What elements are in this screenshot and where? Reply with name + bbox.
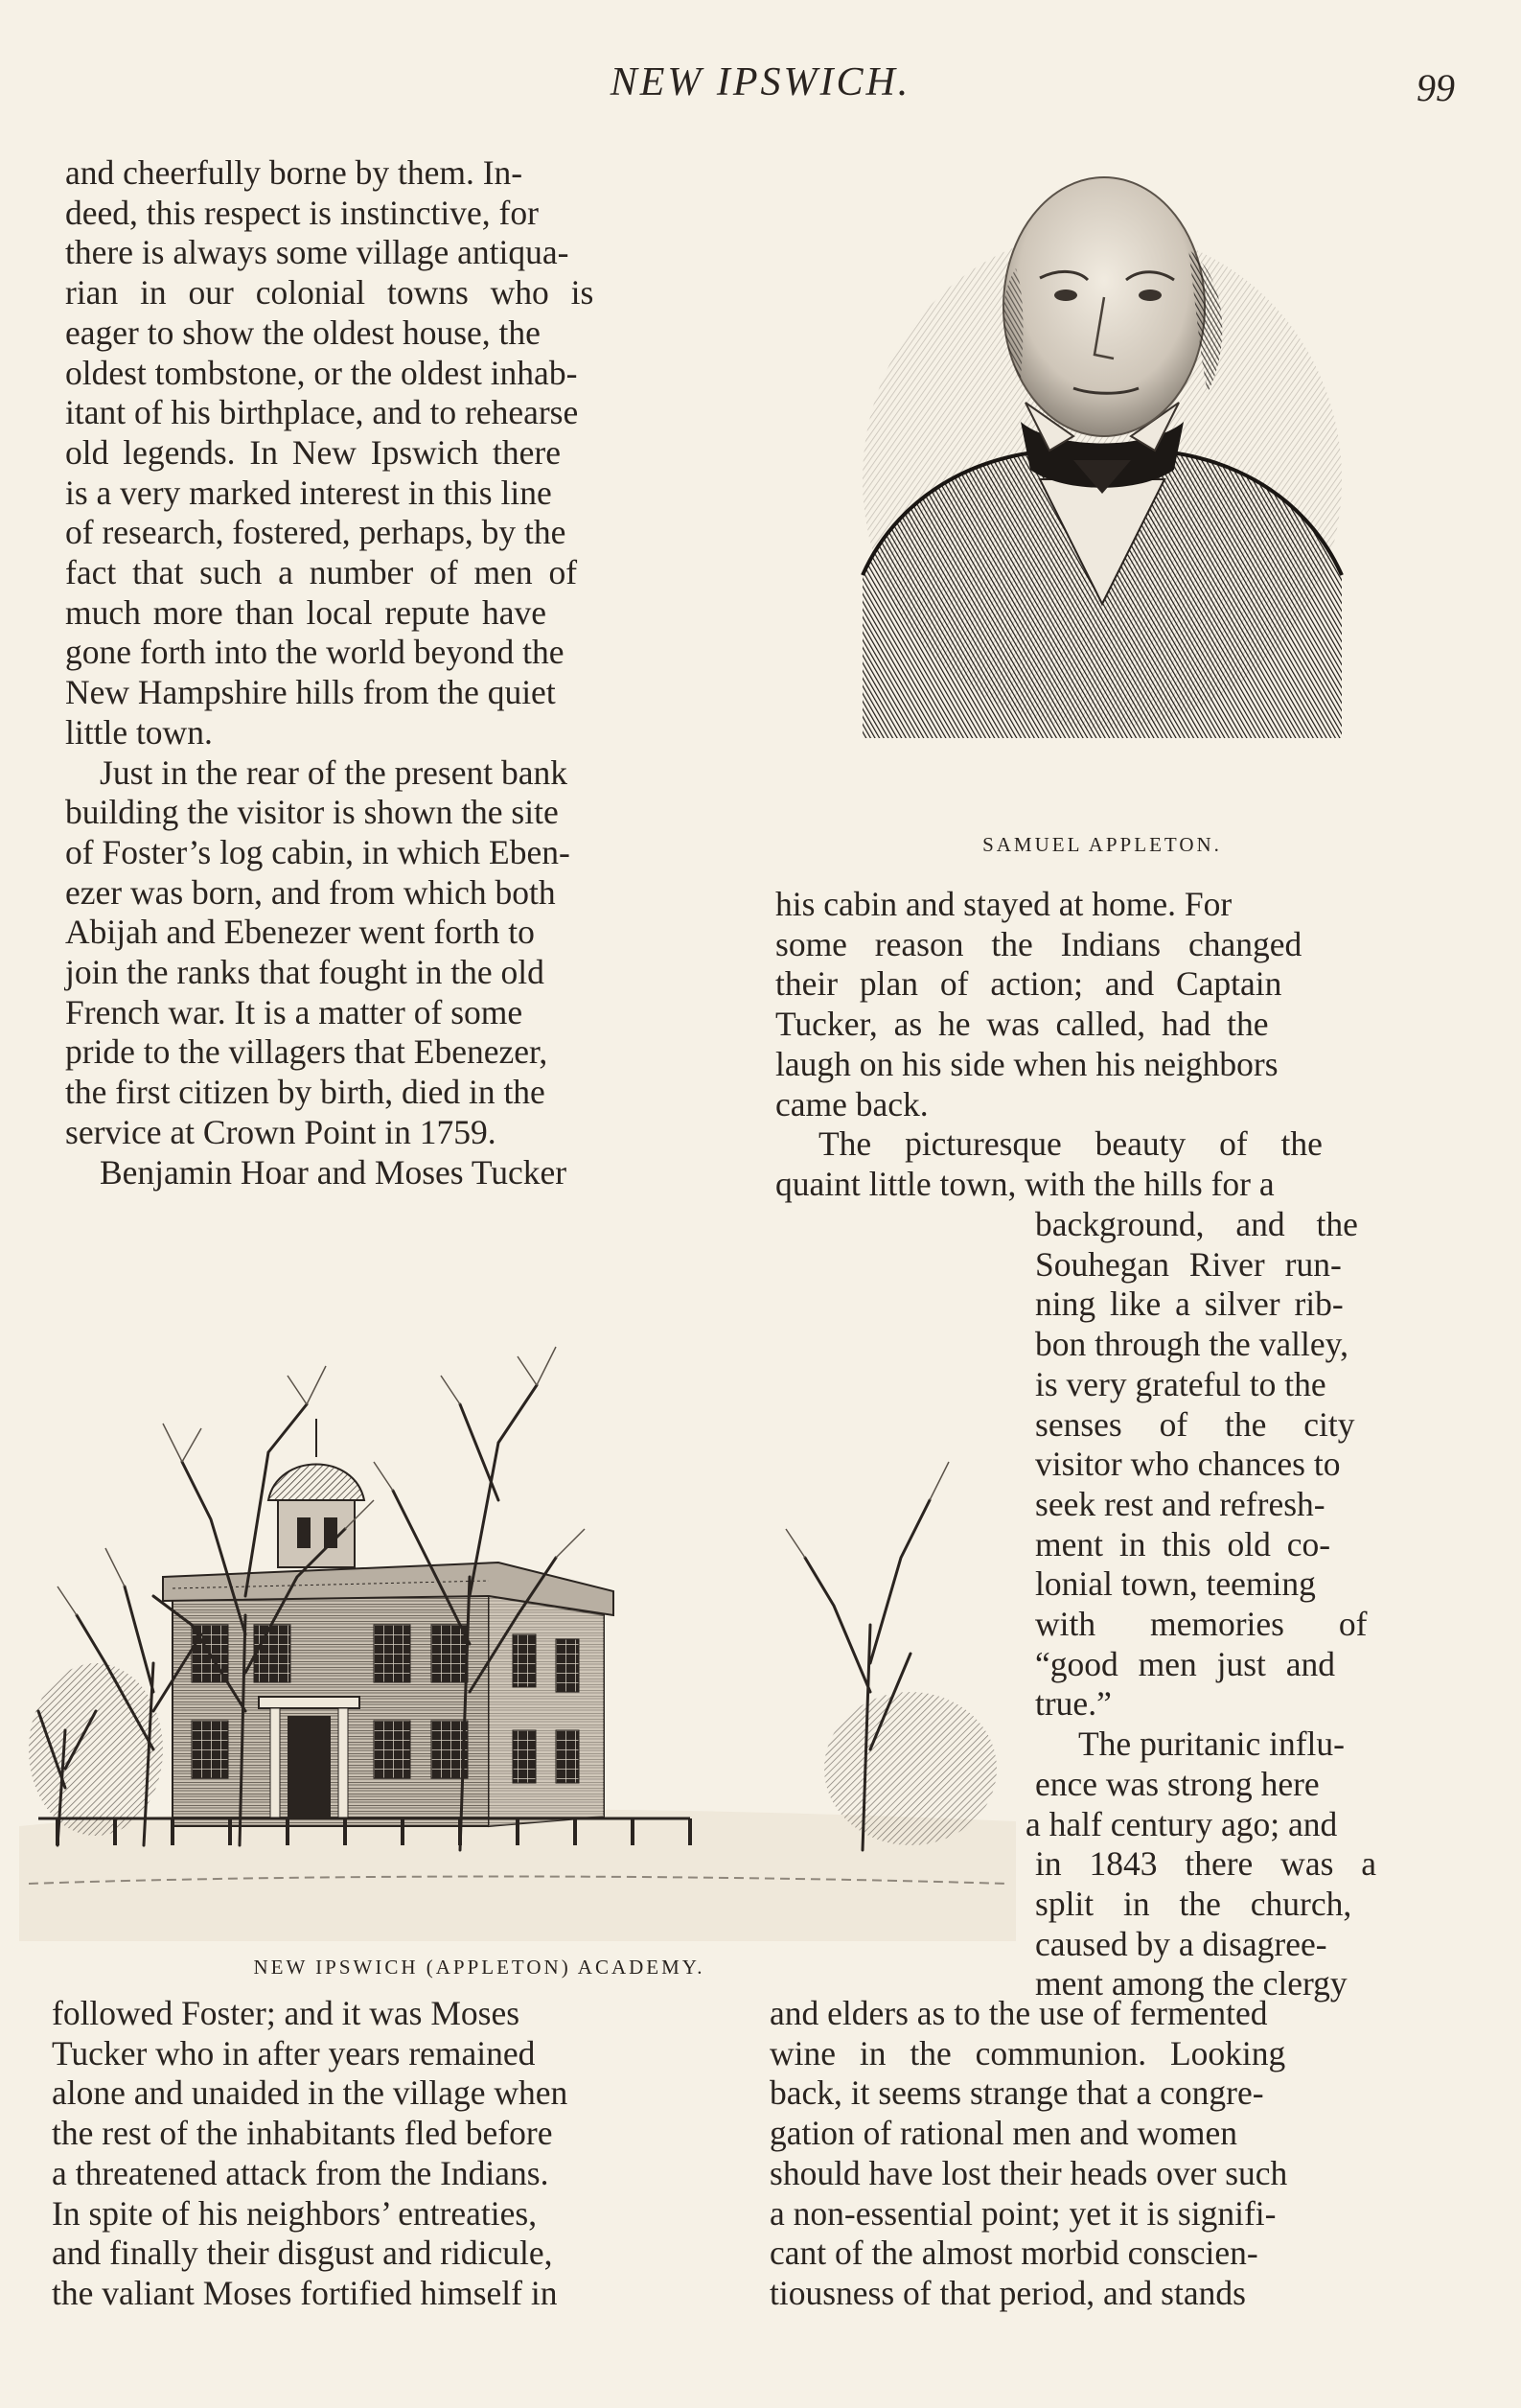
text-line: his cabin and stayed at home. For [775,885,1233,923]
text-line: cant of the almost morbid conscien- [770,2234,1258,2273]
text-line: ment among the clergy [1035,1964,1348,2003]
text-line: In spite of his neighbors’ entreaties, [52,2193,538,2233]
text-column-left-bottom [52,1994,728,2314]
text-line: and elders as to the use of fermented [770,1994,1268,2032]
text-line: came back. [775,1084,929,1123]
running-head: NEW IPSWICH. [610,60,911,104]
text-line: New Hampshire hills from the quiet [65,673,556,712]
text-line: wine in the communion. Looking [770,2033,1286,2072]
text-line: back, it seems strange that a congre- [770,2073,1264,2113]
text-line: much more than local repute have [65,592,547,632]
text-line: Benjamin Hoar and Moses Tucker [100,1152,567,1192]
text-line: and finally their disgust and ridicule, [52,2234,553,2273]
text-line: of Foster’s log cabin, in which Eben- [65,832,570,871]
text-line: lonial town, teeming [1035,1564,1316,1604]
academy-caption: NEW IPSWICH (APPLETON) ACADEMY. [253,1956,705,1979]
text-line: senses of the city [1035,1404,1355,1444]
portrait-caption: SAMUEL APPLETON. [982,833,1222,856]
text-line: French war. It is a matter of some [65,992,523,1031]
text-column-right-narrow [1026,1205,1450,2004]
text-column-left-top [65,153,743,1192]
text-line: in 1843 there was a [1035,1844,1377,1884]
text-line: The puritanic influ- [1078,1725,1345,1764]
text-line: is very grateful to the [1035,1364,1326,1403]
text-line: Tucker, as he was called, had the [775,1005,1269,1044]
text-line: service at Crown Point in 1759. [65,1112,496,1151]
text-line: seek rest and refresh- [1035,1484,1325,1523]
text-line: followed Foster; and it was Moses [52,1994,520,2032]
text-line: bon through the valley, [1035,1325,1348,1364]
text-line: gation of rational men and women [770,2114,1237,2153]
text-line: a threatened attack from the Indians. [52,2153,549,2192]
text-line: join the ranks that fought in the old [65,953,544,992]
academy-illustration [19,1213,1026,1941]
text-line: the valiant Moses fortified himself in [52,2273,558,2312]
text-line: with memories of [1035,1605,1368,1644]
text-line: some reason the Indians changed [775,924,1302,963]
text-line: there is always some village antiqua- [65,233,569,272]
text-line: laugh on his side when his neighbors [775,1044,1279,1083]
text-line: Souhegan River run- [1035,1244,1342,1284]
text-line: true.” [1035,1684,1112,1724]
text-line: The picturesque beauty of the [818,1124,1323,1164]
text-line: quaint little town, with the hills for a [775,1164,1275,1203]
text-line: and cheerfully borne by them. In- [65,153,523,192]
text-line: oldest tombstone, or the oldest inhab- [65,353,578,392]
text-line: building the visitor is shown the site [65,793,559,832]
text-line: the rest of the inhabitants fled before [52,2114,553,2153]
text-line: the first citizen by birth, died in the [65,1073,545,1112]
text-line: ence was strong here [1035,1764,1320,1803]
text-line: Abijah and Ebenezer went forth to [65,913,535,952]
text-line: eager to show the oldest house, the [65,313,541,352]
text-line: is a very marked interest in this line [65,473,552,512]
text-line: caused by a disagree- [1035,1924,1327,1963]
text-line: a non-essential point; yet it is signifi- [770,2193,1277,2233]
text-line: ment in this old co- [1035,1524,1331,1563]
text-line: Just in the rear of the present bank [100,752,567,792]
text-line: split in the church, [1035,1884,1352,1923]
text-line: tiousness of that period, and stands [770,2273,1246,2312]
text-line: should have lost their heads over such [770,2153,1288,2192]
text-line: gone forth into the world beyond the [65,633,565,672]
text-line: their plan of action; and Captain [775,964,1282,1004]
text-line: itant of his birthplace, and to rehearse [65,393,579,432]
portrait-engraving [843,163,1361,738]
text-line: a half century ago; and [1026,1804,1338,1843]
text-line: fact that such a number of men of [65,553,578,592]
text-line: visitor who chances to [1035,1445,1341,1484]
page-number: 99 [1417,66,1455,109]
text-line: “good men just and [1035,1644,1336,1683]
text-column-right-mid [775,885,1450,1205]
text-line: pride to the villagers that Ebenezer, [65,1032,548,1072]
text-line: ezer was born, and from which both [65,872,556,912]
text-column-right-bottom [770,1994,1446,2314]
text-line: background, and the [1035,1205,1358,1243]
text-line: old legends. In New Ipswich there [65,432,561,472]
text-line: ning like a silver rib- [1035,1285,1344,1324]
text-line: deed, this respect is instinctive, for [65,193,539,232]
text-line: of research, fostered, perhaps, by the [65,513,566,552]
text-line: alone and unaided in the village when [52,2073,568,2113]
text-line: little town. [65,712,213,752]
text-line: rian in our colonial towns who is [65,273,594,313]
text-line: Tucker who in after years remained [52,2033,536,2072]
